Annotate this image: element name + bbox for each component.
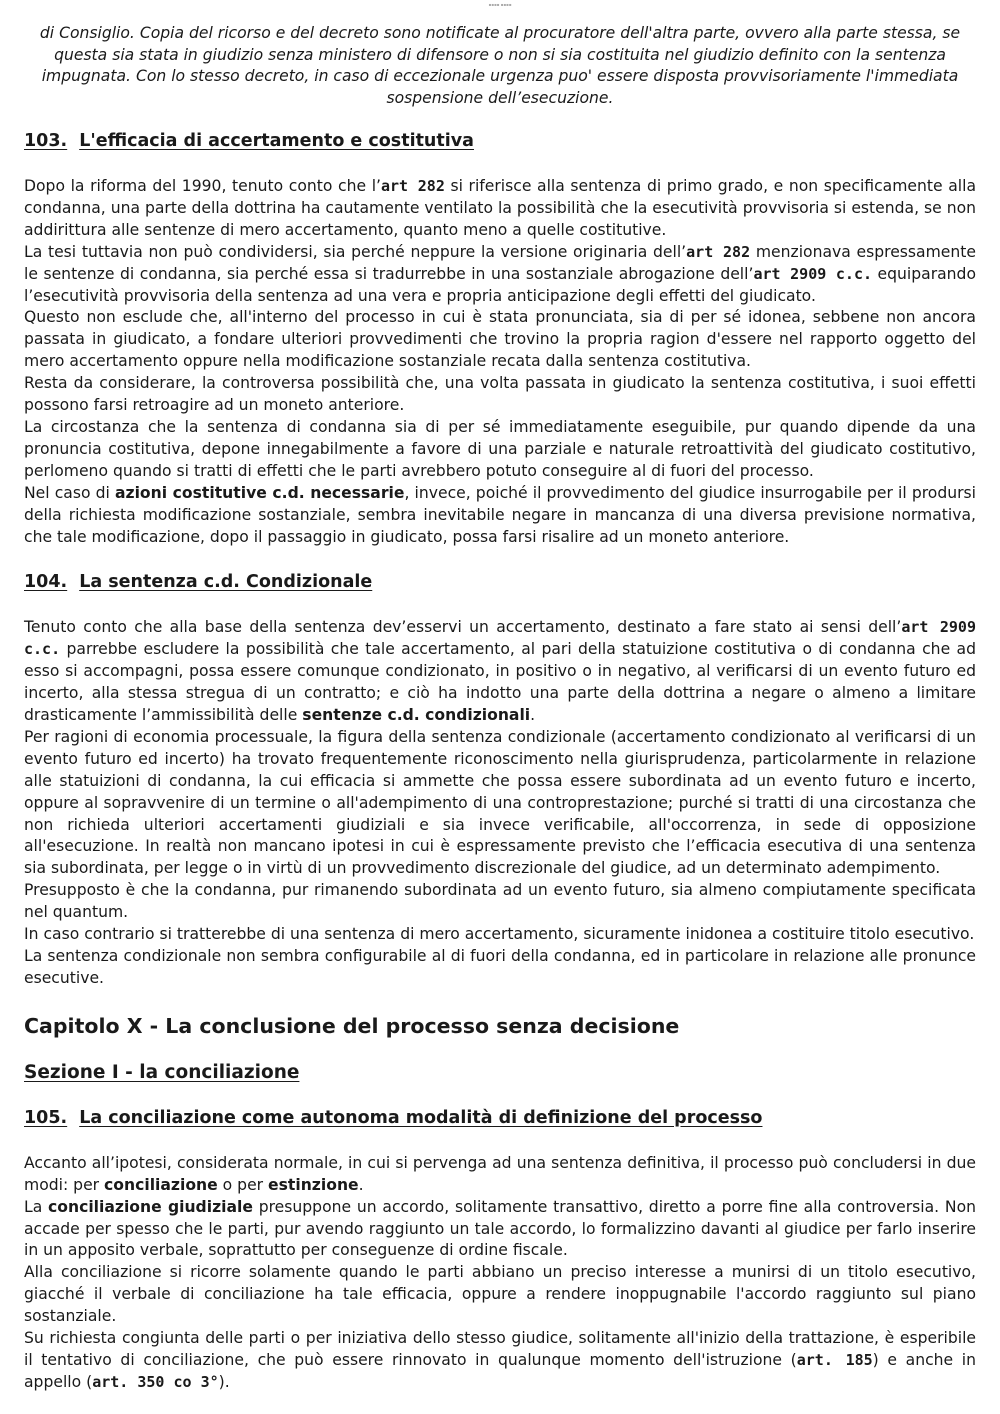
- legal-ref: art 282: [686, 242, 751, 261]
- paragraph: La conciliazione giudiziale presuppone un accordo, solitamente transattivo, diretto a porre fine alla controversia. Non accade per spesso che le parti, pur avendo raggiunto un tale accordo, lo formalizzino davanti al giudice per farlo inserire in un apposito verbale, soprattutto per conseguenze di ordine fiscale.: [24, 1197, 976, 1260]
- section-title: L'efficacia di accertamento e costitutiva: [79, 131, 474, 151]
- paragraph: Alla conciliazione si ricorre solamente quando le parti abbiano un preciso interesse a munirsi di un titolo esecutivo, giacché il verbale di conciliazione ha tale efficacia, oppure a rendere inoppugnabile l'accordo raggiunto sul piano sostanziale.: [24, 1263, 976, 1326]
- paragraph: Questo non esclude che, all'interno del processo in cui è stata pronunciata, sia di per sé idonea, sebbene non ancora passata in giudicato, a fondare ulteriori provvedimenti che trovino la propria ragion d'essere nel rapporto oggetto del mero accertamento oppure nella modificazione sostanziale recata dalla sentenza costitutiva.: [24, 308, 976, 371]
- section-title: La sentenza c.d. Condizionale: [79, 572, 373, 593]
- legal-ref: art. 350 co 3°: [92, 1372, 219, 1391]
- legal-ref: art 2909 c.c.: [24, 618, 976, 659]
- intro-paragraph: di Consiglio. Copia del ricorso e del decreto sono notificate al procuratore dell'altra parte, ovvero alla parte stessa, se questa sia stata in giudizio senza ministero di difensore o non si sia costituita nel giudizio definito con la sentenza impugnata. Con lo stesso decreto, in caso di eccezionale urgenza puo' essere disposta provvisoriamente l'immediata sospensione dell’esecuzione.: [39, 24, 961, 107]
- section-number: 104.: [24, 572, 68, 593]
- section-number: 103.: [24, 131, 68, 151]
- paragraph: Dopo la riforma del 1990, tenuto conto che l’art 282 si riferisce alla sentenza di primo grado, e non specificamente alla condanna, una parte della dottrina ha cautamente ventilato la possibilità che la esecutività provvisoria si estenda, se non addirittura alle sentenze di mero accertamento, quanto meno a quelle costitutive.: [24, 177, 976, 239]
- paragraph: Tenuto conto che alla base della sentenza dev’esservi un accertamento, destinato a fare stato ai sensi dell’art 2909 c.c. parrebbe escludere la possibilità che tale accertamento, al pari della statuizione costitutiva o di condanna che ad esso si accompagni, possa essere comunque condizionato, in positivo o in negativo, al verificarsi di un evento futuro ed incerto, alla stessa stregua di un contratto; e ciò ha indotto una parte della dottrina a negare o almeno a limitare drasticamente l’ammissibilità delle sentenze c.d. condizionali.: [24, 618, 976, 725]
- paragraph: In caso contrario si tratterebbe di una sentenza di mero accertamento, sicuramente inidonea a costituire titolo esecutivo.: [24, 925, 975, 944]
- bold-term: sentenze c.d. condizionali: [302, 706, 531, 725]
- paragraph: Su richiesta congiunta delle parti o per iniziativa dello stesso giudice, solitamente all'inizio della trattazione, è esperibile il tentativo di conciliazione, che può essere rinnovato in qualunque momento dell'istruzione (art. 185) e anche in appello (art. 350 co 3°).: [24, 1329, 976, 1391]
- subsection-heading: Sezione I - la conciliazione: [24, 1061, 300, 1083]
- paragraph: Resta da considerare, la controversa possibilità che, una volta passata in giudicato la sentenza costitutiva, i suoi effetti possono farsi retroagire ad un moneto anteriore.: [24, 374, 976, 415]
- paragraph: La circostanza che la sentenza di condanna sia di per sé immediatamente eseguibile, pur quando dipende da una pronuncia costitutiva, depone innegabilmente a favore di una parziale e naturale retroattività del giudicato costitutivo, perlomeno quando si tratti di effetti che le parti avrebbero potuto conseguire al di fuori del processo.: [24, 417, 976, 480]
- legal-ref: art 2909 c.c.: [753, 264, 872, 283]
- bold-term: conciliazione giudiziale: [48, 1197, 253, 1216]
- bold-term: azioni costitutive c.d. necessarie: [114, 483, 405, 502]
- paragraph: La sentenza condizionale non sembra configurabile al di fuori della condanna, ed in particolare in relazione alle pronunce esecutive.: [24, 947, 976, 987]
- bold-term: estinzione: [268, 1175, 359, 1194]
- paragraph: Per ragioni di economia processuale, la figura della sentenza condizionale (accertamento condizionato al verificarsi di un evento futuro ed incerto) ha trovato frequentemente riconoscimento nella giurisprudenza, particolarmente in relazione alle statuizioni di condanna, la cui efficacia si ammette che possa essere subordinata ad un evento futuro e incerto, oppure al sopravvenire di un termine o all'adempimento di una controprestazione; purché si tratti di una circostanza che non richieda ulteriori accertamenti giudiziali e sia invece verificabile, all'occorrenza, in sede di opposizione all'esecuzione. In realtà non mancano ipotesi in cui è espressamente previsto che l’efficacia esecutiva di una sentenza sia subordinata, per legge o in virtù di un provvedimento discrezionale del giudice, ad un determinato adempimento.: [24, 727, 976, 878]
- section-title: La conciliazione come autonoma modalità di definizione del processo: [79, 1107, 763, 1128]
- section-number: 105.: [24, 1107, 68, 1128]
- paragraph: Nel caso di azioni costitutive c.d. necessarie, invece, poiché il provvedimento del giudice insurrogabile per il prodursi della richiesta modificazione sostanziale, sembra inevitabile negare in mancanza di una diversa previsione normativa, che tale modificazione, dopo il passaggio in giudicato, possa farsi risalire ad un moneto anteriore.: [24, 483, 976, 546]
- document-page: [24, 0, 976, 1394]
- paragraph: La tesi tuttavia non può condividersi, sia perché neppure la versione originaria dell’art 282 menzionava espressamente le sentenze di condanna, sia perché essa si tradurrebbe in una sostanziale abrogazione dell’art 2909 c.c. equiparando l’esecutività provvisoria della sentenza ad una vera e propria anticipazione degli effetti del giudicato.: [24, 242, 976, 305]
- paragraph: Accanto all’ipotesi, considerata normale, in cui si pervenga ad una sentenza definitiva, il processo può concludersi in due modi: per conciliazione o per estinzione.: [24, 1153, 976, 1194]
- paragraph: Presupposto è che la condanna, pur rimanendo subordinata ad un evento futuro, sia almeno compiutamente specificata nel quantum.: [24, 881, 976, 922]
- legal-ref: art. 185: [796, 1350, 873, 1369]
- section-103-heading: [24, 130, 976, 152]
- page-header-mark: ▪▪▪▪ ▪▪▪▪: [488, 2, 512, 7]
- legal-ref: art 282: [381, 177, 445, 195]
- bold-term: conciliazione: [104, 1175, 218, 1194]
- section-104-heading: [24, 571, 976, 593]
- section-105-heading: [24, 1107, 976, 1129]
- chapter-heading: Capitolo X - La conclusione del processo senza decisione: [24, 1013, 680, 1038]
